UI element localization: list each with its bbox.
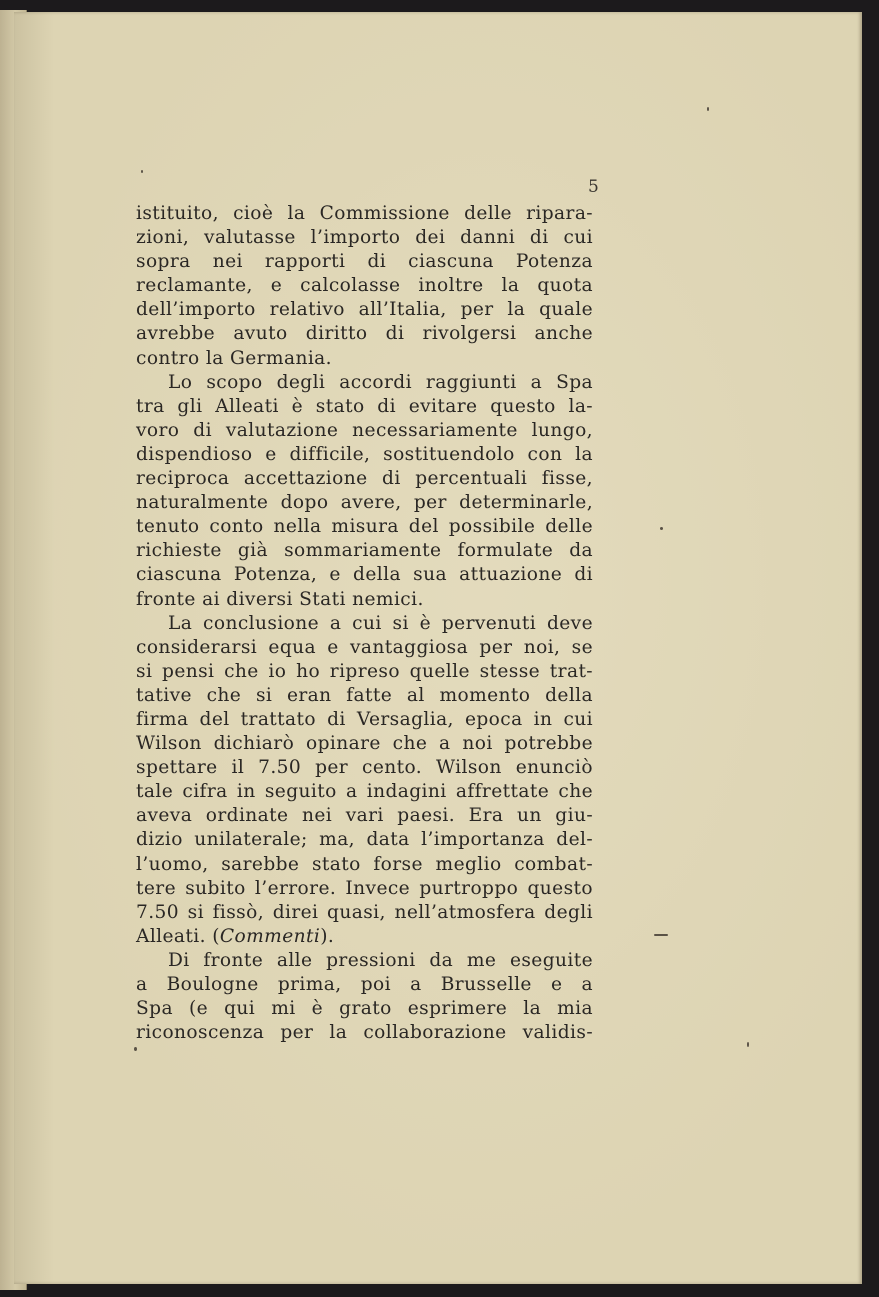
text-line: tere subito l’errore. Invece purtroppo questo [136,877,593,899]
text-line: Alleati. (Commenti). [136,925,335,947]
text-line: Spa (e qui mi è grato esprimere la mia [136,998,593,1020]
paper-speck [660,527,663,530]
text-line: richieste già sommariamente formulate da [136,540,593,562]
text-line: tenuto conto nella misura del possibile delle [136,516,593,538]
text-line: firma del trattato di Versaglia, epoca in cui [136,708,593,730]
text-line: La conclusione a cui si è pervenuti deve [168,612,593,634]
text-line: contro la Germania. [136,347,332,369]
paper-speck [654,934,668,936]
text-line: Wilson dichiarò opinare che a noi potrebbe [136,733,593,755]
text-line: ciascuna Potenza, e della sua attuazione di [136,564,593,586]
book-page [14,12,862,1284]
text-line: tra gli Alleati è stato di evitare questo la- [136,395,593,417]
text-line: dizio unilaterale; ma, data l’importanza del- [136,829,593,851]
text-line: tative che si eran fatte al momento della [136,684,593,706]
text-line: dispendioso e difficile, sostituendolo con la [136,443,593,465]
text-line: dell’importo relativo all’Italia, per la quale [136,299,593,321]
text-line: fronte ai diversi Stati nemici. [136,588,424,610]
text-line: avrebbe avuto diritto di rivolgersi anche [136,323,593,345]
paper-speck [141,170,143,173]
text-line: naturalmente dopo avere, per determinarle, [136,492,593,514]
text-line: Di fronte alle pressioni da me eseguite [168,949,593,971]
text-line: Lo scopo degli accordi raggiunti a Spa [168,371,593,393]
text-line: zioni, valutasse l’importo dei danni di cui [136,227,593,249]
text-line: tale cifra in seguito a indagini affrettate che [136,781,593,803]
text-line: reclamante, e calcolasse inoltre la quota [136,275,593,297]
text-line: 7.50 si fissò, direi quasi, nell’atmosfera degli [136,901,593,923]
page-number: 5 [588,177,599,197]
paper-speck [747,1042,749,1047]
text-line: considerarsi equa e vantaggiosa per noi, se [136,636,593,658]
text-line: l’uomo, sarebbe stato forse meglio combat- [136,853,593,875]
body-text [136,202,593,1045]
text-line: istituito, cioè la Commissione delle ripara- [136,203,593,224]
paper-speck [134,1047,137,1051]
text-line: si pensi che io ho ripreso quelle stesse trat- [136,660,593,682]
text-line: sopra nei rapporti di ciascuna Potenza [136,251,593,273]
text-line: spettare il 7.50 per cento. Wilson enunciò [136,757,593,779]
text-line: riconoscenza per la collaborazione validis- [136,1022,593,1044]
italic-word: Commenti [219,925,321,947]
text-line: voro di valutazione necessariamente lungo, [136,419,593,441]
text-line: a Boulogne prima, poi a Brusselle e a [136,974,593,995]
text-line: aveva ordinate nei vari paesi. Era un giu- [136,805,593,827]
paper-speck [707,107,709,111]
text-line: reciproca accettazione di percentuali fisse, [136,468,593,490]
